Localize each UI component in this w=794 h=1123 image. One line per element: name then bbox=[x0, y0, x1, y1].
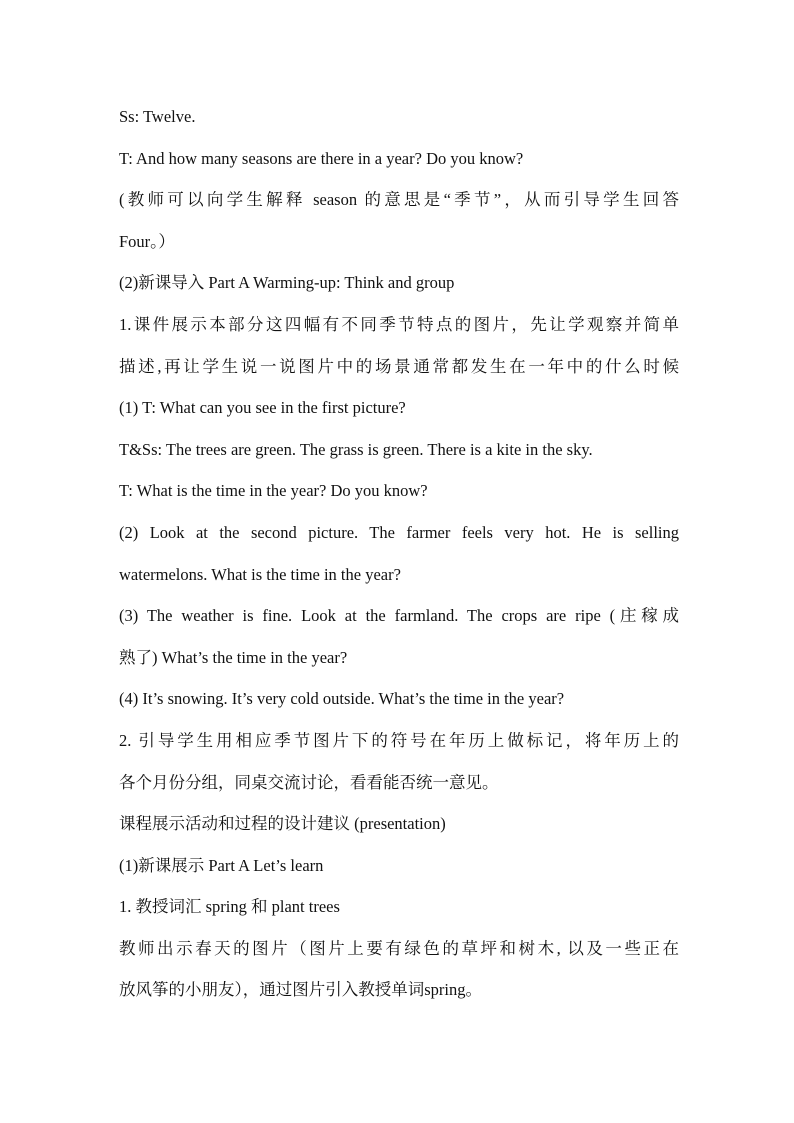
text-line: T: What is the time in the year? Do you know? bbox=[119, 481, 428, 501]
text-line: (3) The weather is fine. Look at the farmland. The crops are ripe (庄稼成 bbox=[119, 606, 679, 626]
text-line: T: And how many seasons are there in a year? Do you know? bbox=[119, 148, 524, 168]
text-line: 放风筝的小朋友），通过图片引入教授单词spring。 bbox=[119, 980, 482, 1000]
text-line: 课程展示活动和过程的设计建议 (presentation) bbox=[119, 814, 446, 834]
text-line: Ss: Twelve. bbox=[119, 107, 196, 126]
text-line: (1) T: What can you see in the first picture? bbox=[119, 398, 406, 418]
text-line: (2)新课导入 Part A Warming-up: Think and group bbox=[119, 273, 455, 293]
document-body bbox=[119, 96, 679, 1011]
text-line: 描述,再让学生说一说图片中的场景通常都发生在一年中的什么时候 bbox=[119, 356, 679, 376]
text-line: 各个月份分组，同桌交流讨论，看看能否统一意见。 bbox=[119, 772, 499, 792]
text-line: (1)新课展示 Part A Let’s learn bbox=[119, 855, 324, 875]
text-line: (4) It’s snowing. It’s very cold outside. What’s the time in the year? bbox=[119, 689, 565, 709]
text-line: 教师出示春天的图片（图片上要有绿色的草坪和树木, 以及一些正在 bbox=[119, 938, 679, 958]
text-line: Four。） bbox=[119, 231, 175, 251]
text-line: watermelons. What is the time in the year? bbox=[119, 564, 401, 584]
text-line: 1. 教授词汇 spring 和 plant trees bbox=[119, 897, 340, 917]
text-line: (2) Look at the second picture. The farmer feels very hot. He is selling bbox=[119, 522, 679, 542]
text-line: 1.课件展示本部分这四幅有不同季节特点的图片，先让学观察并简单 bbox=[119, 314, 679, 334]
text-line: 熟了) What’s the time in the year? bbox=[119, 647, 348, 667]
text-line: T&Ss: The trees are green. The grass is green. There is a kite in the sky. bbox=[119, 439, 593, 459]
text-line: (教师可以向学生解释 season 的意思是“季节”，从而引导学生回答 bbox=[119, 190, 679, 210]
text-line: 2. 引导学生用相应季节图片下的符号在年历上做标记，将年历上的 bbox=[119, 730, 679, 750]
